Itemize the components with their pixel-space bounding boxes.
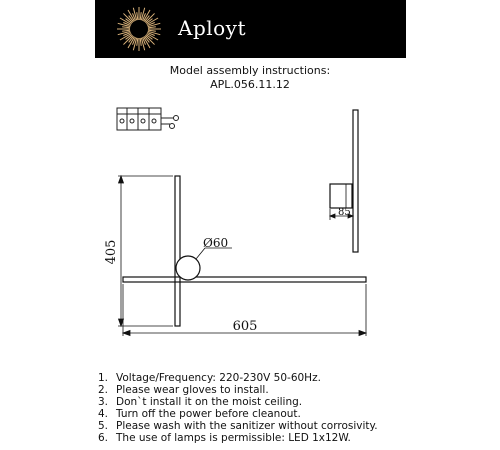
terminal-block-icon (117, 108, 179, 130)
side-view (330, 110, 358, 252)
horizontal-light-bar (123, 277, 366, 282)
brand-name: Aployt (178, 16, 247, 40)
list-item: 6. The use of lamps is permissible: LED 1x12W. (98, 432, 351, 444)
height-dimension-label: 405 (104, 239, 119, 265)
side-bar (353, 110, 358, 252)
wall-mount-bracket (330, 184, 352, 208)
diameter-dimension-label: Ø60 (203, 236, 229, 250)
document-title: Model assembly instructions: (169, 64, 331, 77)
depth-dimension-label: 85 (338, 207, 351, 218)
width-dimension-label: 605 (232, 319, 258, 334)
globe-shade (176, 256, 200, 280)
vertical-light-bar (175, 176, 180, 326)
list-item: 4. Turn off the power before cleanout. (98, 408, 301, 420)
model-number: APL.056.11.12 (210, 78, 290, 91)
list-item: 1. Voltage/Frequency: 220-230V 50-60Hz. (98, 372, 321, 384)
list-item: 5. Please wash with the sanitizer without corrosivity. (98, 420, 378, 432)
instruction-list (98, 372, 378, 444)
list-item: 3. Don`t install it on the moist ceiling. (98, 396, 303, 408)
height-dimension (118, 176, 173, 326)
list-item: 2. Please wear gloves to install. (98, 384, 269, 396)
